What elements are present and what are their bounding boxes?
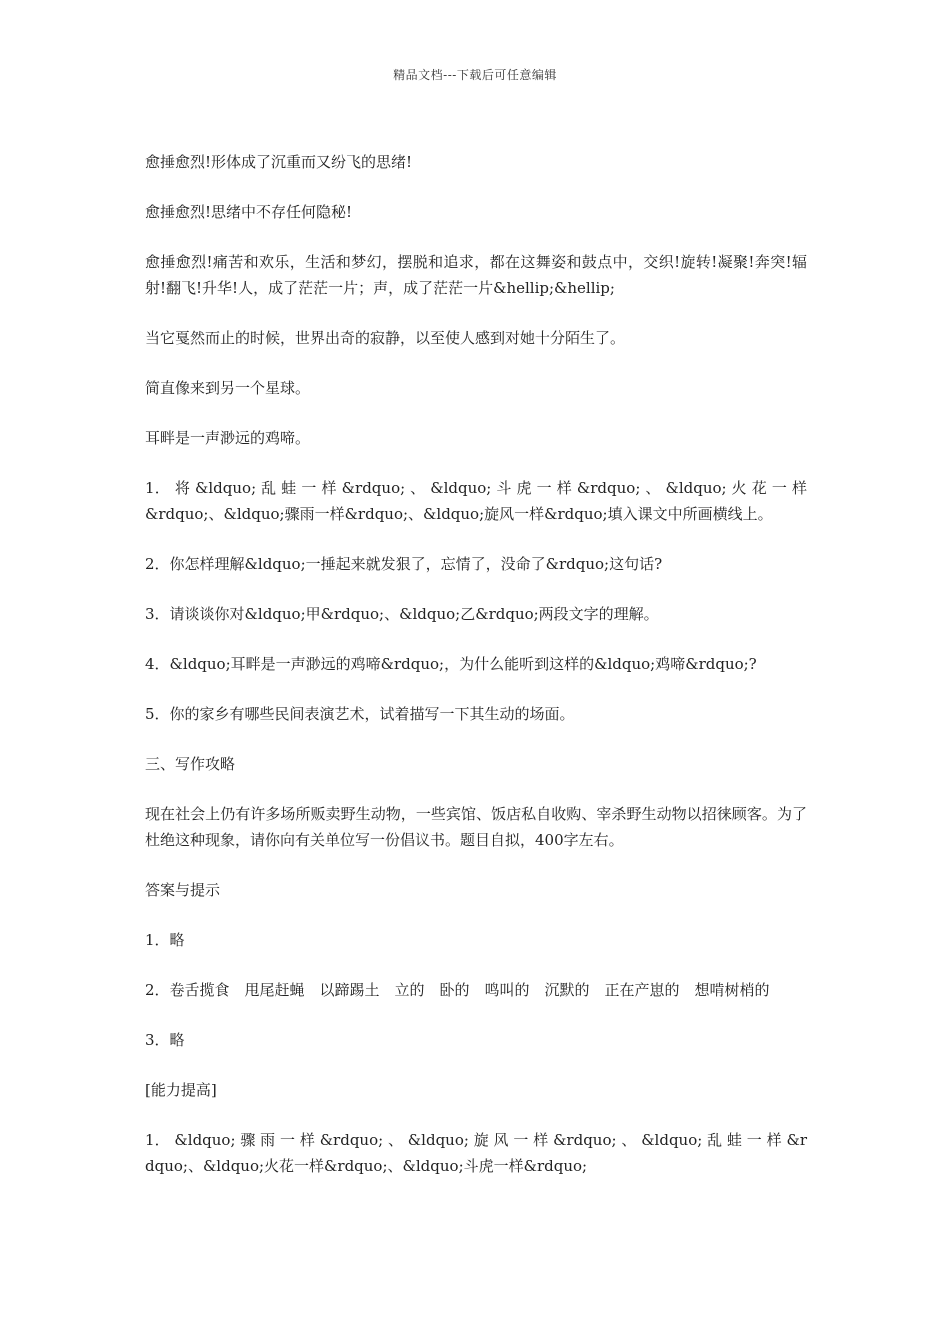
paragraph: 简直像来到另一个星球。 bbox=[145, 379, 311, 397]
paragraph: 耳畔是一声渺远的鸡啼。 bbox=[145, 429, 311, 447]
question-item: 2．你怎样理解&ldquo;一捶起来就发狠了，忘情了，没命了&rdquo;这句话? bbox=[145, 555, 663, 573]
question-item: 5．你的家乡有哪些民间表演艺术，试着描写一下其生动的场面。 bbox=[145, 705, 575, 723]
section-heading: 答案与提示 bbox=[145, 881, 221, 899]
paragraph: 当它戛然而止的时候，世界出奇的寂静，以至使人感到对她十分陌生了。 bbox=[145, 329, 626, 347]
answer-item: 1． &ldquo; 骤 雨 一 样 &rdquo; 、 &ldquo; 旋 风 一 样 &rdquo; 、 &ldquo; 乱 蛙 一 样 &rdquo;、&ldquo;火花一样&rdquo;、&ldquo;斗虎一样&rdquo; bbox=[145, 1131, 807, 1175]
paragraph: 愈捶愈烈!痛苦和欢乐，生活和梦幻，摆脱和追求，都在这舞姿和鼓点中，交织!旋转!凝聚!奔突!辐射!翻飞!升华!人，成了茫茫一片；声，成了茫茫一片&hellip;&hellip; bbox=[145, 253, 807, 297]
section-heading: [能力提高] bbox=[145, 1081, 217, 1099]
question-item: 1． 将 &ldquo; 乱 蛙 一 样 &rdquo; 、 &ldquo; 斗 虎 一 样 &rdquo; 、 &ldquo; 火 花 一 样 &rdquo;、&ldquo;骤雨一样&rdquo;、&ldquo;旋风一样&rdquo;填入课文中所画横线上。 bbox=[145, 479, 807, 523]
paragraph: 现在社会上仍有许多场所贩卖野生动物，一些宾馆、饭店私自收购、宰杀野生动物以招徕顾客。为了杜绝这种现象，请你向有关单位写一份倡议书。题目自拟，400字左右。 bbox=[145, 805, 807, 849]
answer-item: 2．卷舌揽食 甩尾赶蝇 以蹄踢土 立的 卧的 鸣叫的 沉默的 正在产崽的 想啃树梢的 bbox=[145, 981, 770, 999]
page-header: 精品文档---下载后可任意编辑 bbox=[393, 68, 557, 82]
question-item: 3．请谈谈你对&ldquo;甲&rdquo;、&ldquo;乙&rdquo;两段文字的理解。 bbox=[145, 605, 659, 623]
answer-item: 3．略 bbox=[145, 1031, 185, 1049]
paragraph: 愈捶愈烈!思绪中不存任何隐秘! bbox=[145, 203, 353, 221]
document-body bbox=[145, 149, 807, 1203]
paragraph: 愈捶愈烈!形体成了沉重而又纷飞的思绪! bbox=[145, 153, 413, 171]
section-heading: 三、写作攻略 bbox=[145, 755, 236, 773]
question-item: 4．&ldquo;耳畔是一声渺远的鸡啼&rdquo;，为什么能听到这样的&ldquo;鸡啼&rdquo;? bbox=[145, 655, 757, 673]
answer-item: 1．略 bbox=[145, 931, 185, 949]
